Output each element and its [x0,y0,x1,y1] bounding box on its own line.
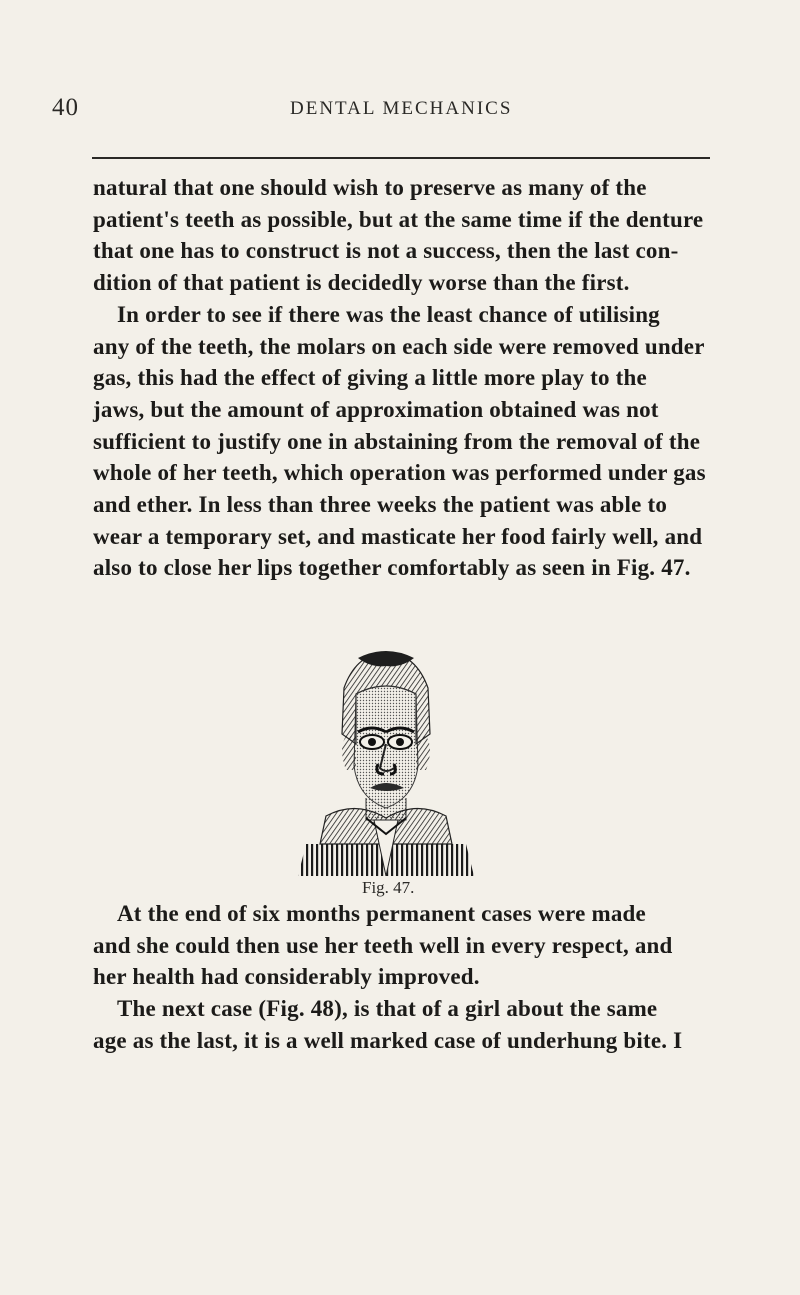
figure-caption: Fig. 47. [362,878,415,897]
running-head: DENTAL MECHANICS [290,98,513,119]
paragraph-1 [93,172,733,584]
figure-illustration [266,648,506,876]
text-line: and she could then use her teeth well in every respect, and [93,932,673,958]
text-line: whole of her teeth, which operation was performed under gas [93,460,706,486]
text-line: also to close her lips together comfortably as seen in Fig. 47. [93,555,691,581]
text-line: her health had considerably improved. [93,964,480,990]
text-line: gas, this had the effect of giving a little more play to the [93,365,647,391]
text-line: sufficient to justify one in abstaining from the removal of the [93,428,701,454]
text-line: age as the last, it is a well marked case of underhung bite. I [93,1027,683,1053]
text-line: dition of that patient is decidedly worse than the first. [93,270,630,296]
paragraph-2 [93,898,733,1057]
header-rule [92,157,710,159]
text-line: patient's teeth as possible, but at the same time if the denture [93,206,704,232]
text-line: natural that one should wish to preserve as many of the [93,175,647,200]
text-line: wear a temporary set, and masticate her food fairly well, and [93,523,703,549]
page-number: 40 [52,94,79,121]
text-line: At the end of six months permanent cases were made [117,901,646,926]
portrait-engraving [266,648,506,876]
text-line: any of the teeth, the molars on each side were removed under [93,333,705,359]
text-line: The next case (Fig. 48), is that of a girl about the same [117,996,658,1022]
text-line: that one has to construct is not a success, then the last con- [93,238,679,264]
text-line: and ether. In less than three weeks the patient was able to [93,492,668,518]
text-line: In order to see if there was the least chance of utilising [117,301,660,327]
text-line: jaws, but the amount of approximation obtained was not [93,396,659,422]
